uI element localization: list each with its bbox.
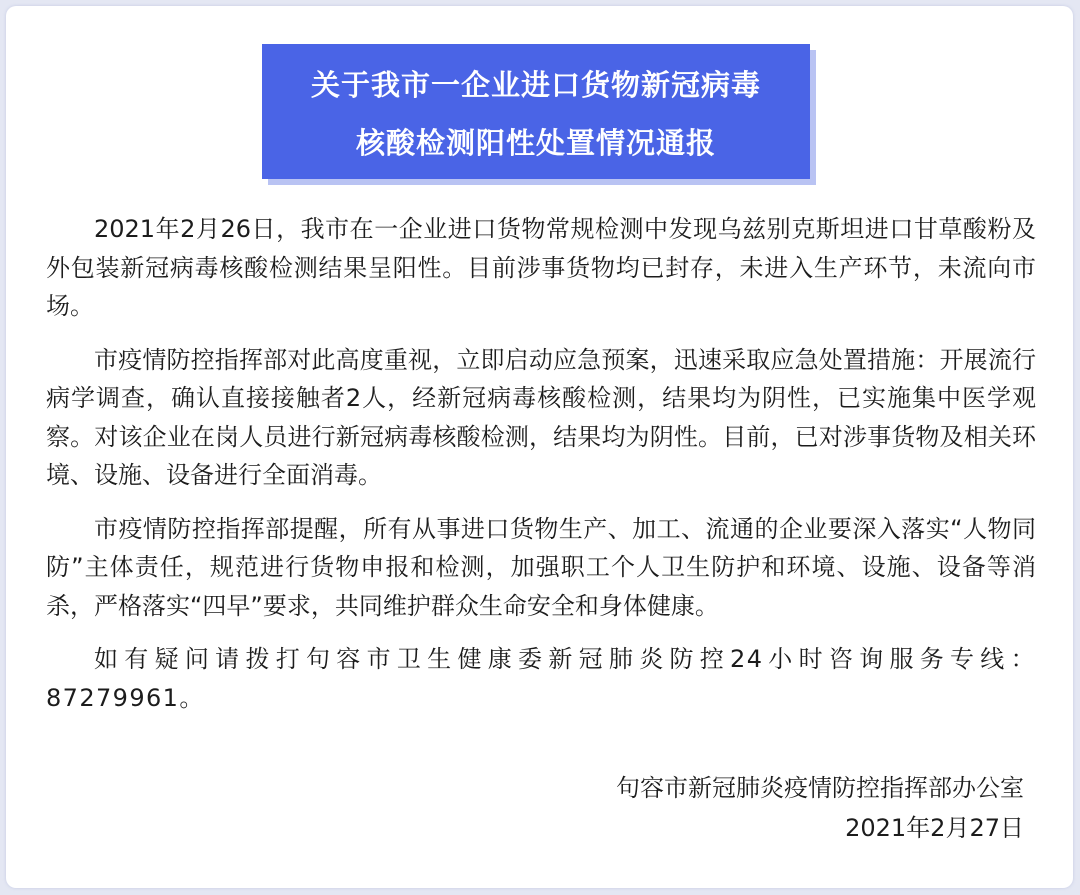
title-line-2: 核酸检测阳性处置情况通报	[355, 126, 716, 160]
issue-date: 2021年2月27日	[845, 814, 1024, 842]
title-box	[262, 44, 810, 179]
notice-body	[46, 210, 1036, 732]
signature-block	[616, 768, 1024, 848]
paragraph-hotline: 如有疑问请拨打句容市卫生健康委新冠肺炎防控24小时咨询服务专线：87279961。	[46, 645, 1036, 712]
title-banner	[262, 44, 816, 185]
issuer-name: 句容市新冠肺炎疫情防控指挥部办公室	[616, 774, 1024, 802]
paragraph-response: 市疫情防控指挥部对此高度重视，立即启动应急预案，迅速采取应急处置措施：开展流行病学调查，确认直接接触者2人，经新冠病毒核酸检测，结果均为阴性，已实施集中医学观察。对该企业在岗人员进行新冠病毒核酸检测，结果均为阴性。目前，已对涉事货物及相关环境、设施、设备进行全面消毒。	[46, 345, 1036, 489]
paragraph-reminder: 市疫情防控指挥部提醒，所有从事进口货物生产、加工、流通的企业要深入落实“人物同防”主体责任，规范进行货物申报和检测，加强职工个人卫生防护和环境、设施、设备等消杀，严格落实“四早”要求，共同维护群众生命安全和身体健康。	[46, 514, 1036, 620]
paragraph-incident: 2021年2月26日，我市在一企业进口货物常规检测中发现乌兹别克斯坦进口甘草酸粉及外包装新冠病毒核酸检测结果呈阳性。目前涉事货物均已封存，未进入生产环节，未流向市场。	[46, 215, 1036, 320]
title-line-1: 关于我市一企业进口货物新冠病毒	[310, 68, 761, 102]
